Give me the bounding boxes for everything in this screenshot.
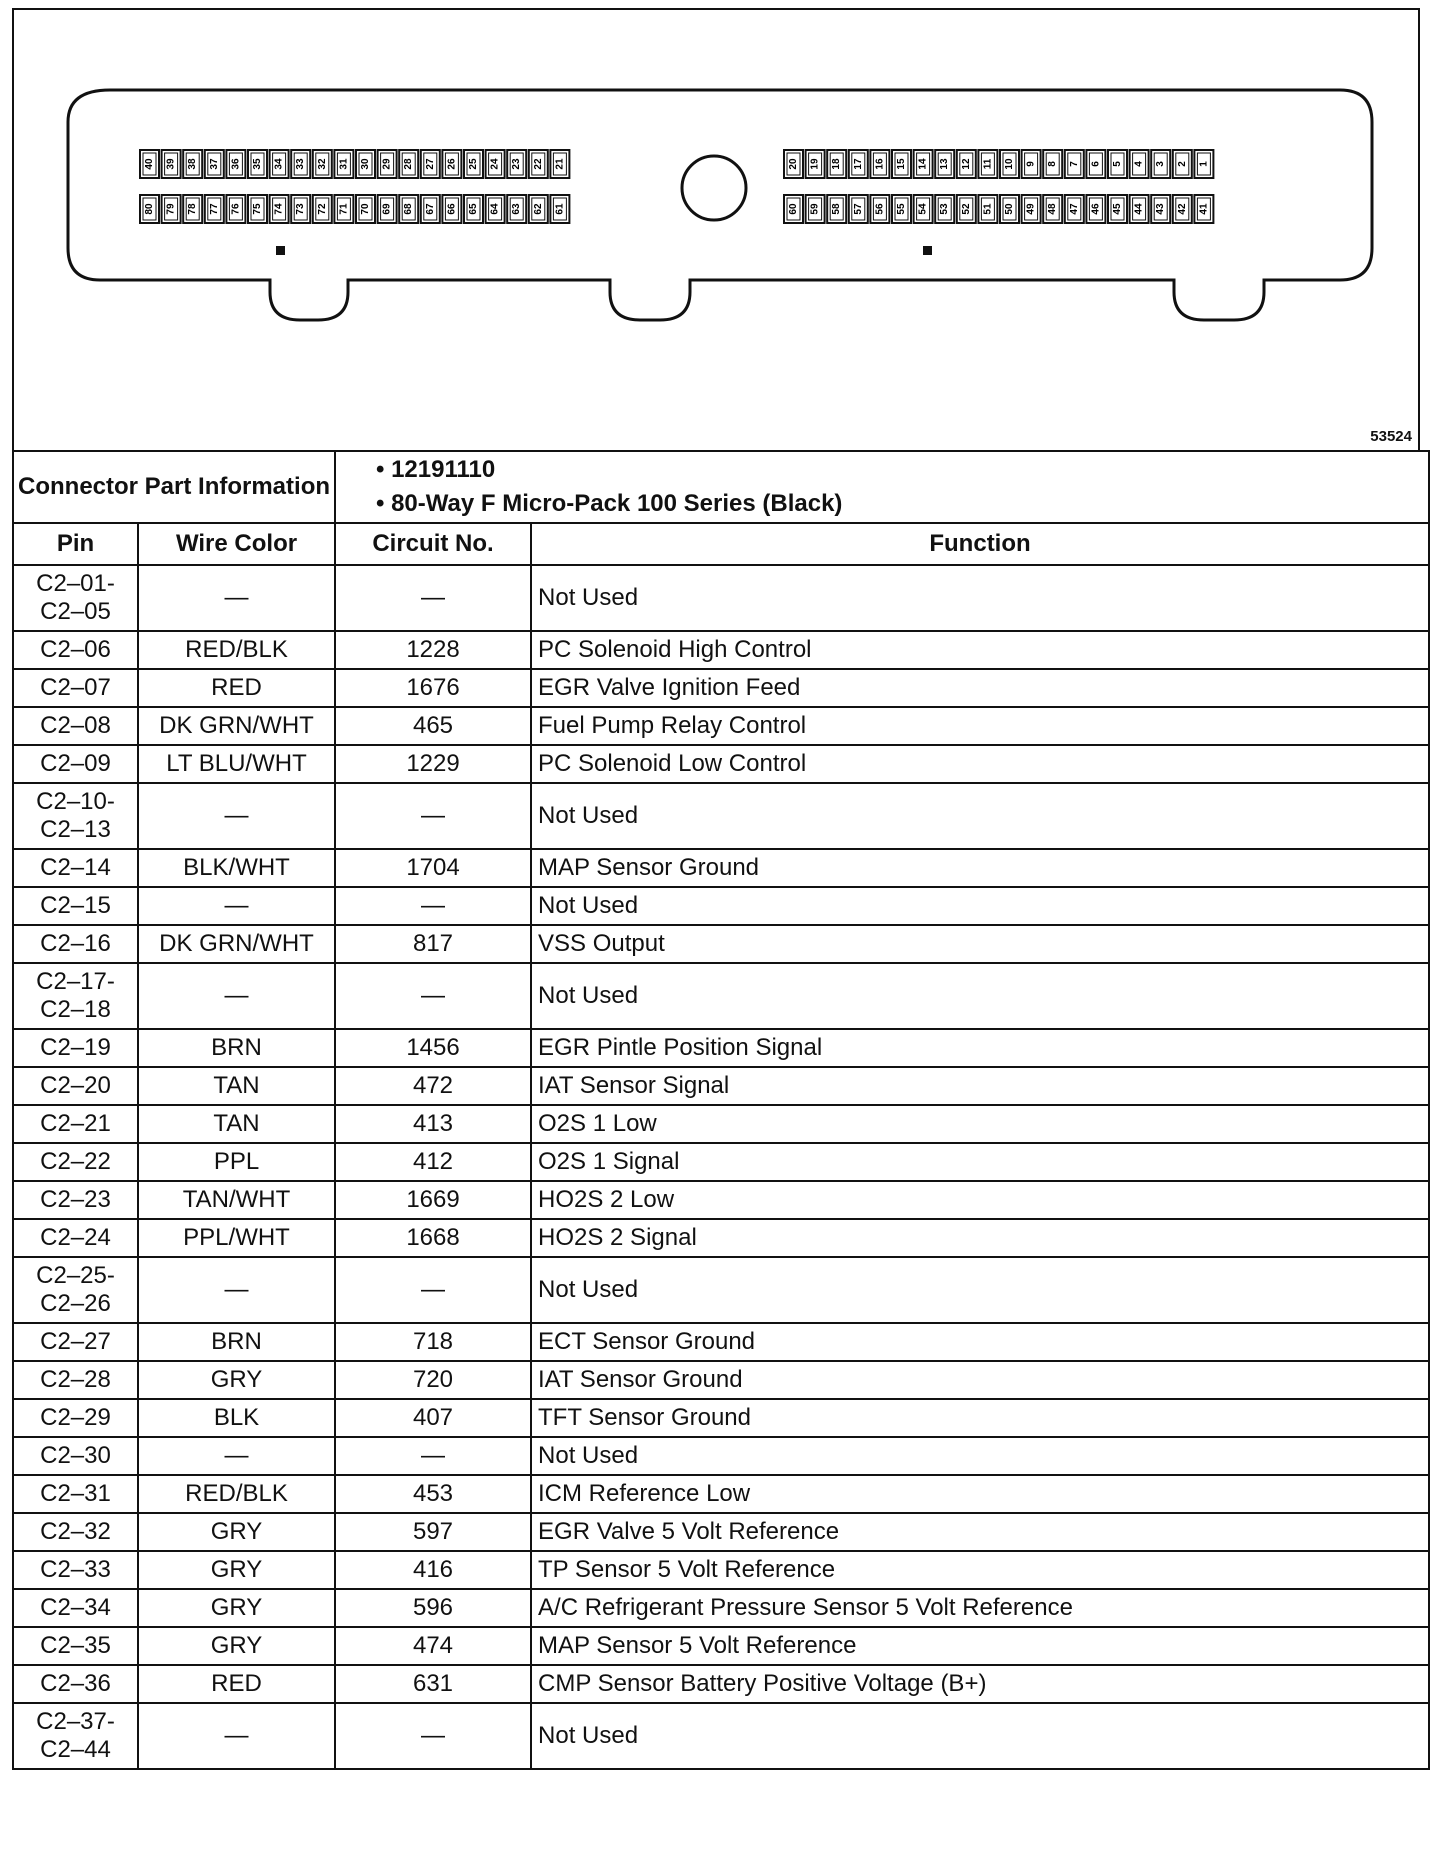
table-row [13, 669, 1429, 707]
pin-number: 27 [424, 158, 436, 170]
pin-number: 65 [468, 203, 479, 215]
circuit-cell: 720 [335, 1361, 531, 1399]
pin-number: 12 [960, 158, 972, 170]
function-cell: Not Used [531, 963, 1429, 1029]
pin-number: 8 [1047, 161, 1059, 167]
pin-cell: C2–21 [13, 1105, 138, 1143]
wire-color-cell: — [138, 1257, 335, 1323]
pin-cell: C2–20 [13, 1067, 138, 1105]
circuit-cell: 1704 [335, 849, 531, 887]
pin-cell: C2–37- C2–44 [13, 1703, 138, 1769]
pin-cell: C2–33 [13, 1551, 138, 1589]
pin-number: 72 [316, 203, 328, 215]
pin-number: 73 [295, 203, 307, 215]
pin-number: 51 [982, 203, 994, 215]
function-cell: Not Used [531, 887, 1429, 925]
pin-number: 21 [554, 158, 566, 170]
pin-number: 29 [381, 158, 393, 170]
table-row [13, 963, 1429, 1029]
wire-color-cell: — [138, 783, 335, 849]
wire-color-cell: — [138, 887, 335, 925]
table-row [13, 1029, 1429, 1067]
connector-info-row [13, 451, 1429, 523]
pin-cell: C2–10- C2–13 [13, 783, 138, 849]
connector-figure [12, 8, 1420, 450]
pin-number: 58 [831, 203, 843, 215]
table-row [13, 1181, 1429, 1219]
pin-cell: C2–29 [13, 1399, 138, 1437]
circuit-cell: 1676 [335, 669, 531, 707]
table-row [13, 1361, 1429, 1399]
pin-number: 80 [144, 203, 155, 215]
function-cell: TP Sensor 5 Volt Reference [531, 1551, 1429, 1589]
table-row [13, 1475, 1429, 1513]
table-row [13, 1513, 1429, 1551]
pin-number: 54 [917, 203, 929, 215]
wire-color-cell: TAN [138, 1105, 335, 1143]
pin-cell: C2–36 [13, 1665, 138, 1703]
circuit-cell: 416 [335, 1551, 531, 1589]
table-row [13, 1067, 1429, 1105]
table-row [13, 1219, 1429, 1257]
connector-description: • 80-Way F Micro-Pack 100 Series (Black) [376, 490, 843, 517]
function-cell: PC Solenoid Low Control [531, 745, 1429, 783]
function-cell: Not Used [531, 1703, 1429, 1769]
pin-number: 41 [1198, 203, 1210, 215]
pin-number: 46 [1090, 203, 1102, 215]
connector-info-details [335, 451, 1429, 523]
pin-number: 42 [1176, 203, 1188, 215]
circuit-cell: 1456 [335, 1029, 531, 1067]
function-cell: Fuel Pump Relay Control [531, 707, 1429, 745]
pin-number: 53 [939, 203, 951, 215]
pin-number: 55 [896, 203, 907, 215]
circuit-cell: — [335, 1257, 531, 1323]
pin-number: 70 [360, 203, 371, 215]
wire-color-cell: BLK/WHT [138, 849, 335, 887]
function-cell: O2S 1 Low [531, 1105, 1429, 1143]
table-row [13, 1703, 1429, 1769]
circuit-cell: 453 [335, 1475, 531, 1513]
pin-number: 13 [939, 158, 951, 170]
wire-color-cell: GRY [138, 1361, 335, 1399]
pin-number: 16 [874, 158, 886, 170]
pin-cell: C2–17- C2–18 [13, 963, 138, 1029]
circuit-cell: — [335, 565, 531, 631]
function-header: Function [531, 523, 1429, 565]
pin-number: 45 [1112, 203, 1123, 215]
pin-number: 30 [360, 158, 371, 170]
table-row [13, 565, 1429, 631]
circuit-cell: 465 [335, 707, 531, 745]
pin-cell: C2–14 [13, 849, 138, 887]
wire-color-cell: — [138, 1437, 335, 1475]
pin-number: 66 [446, 203, 458, 215]
function-cell: EGR Valve 5 Volt Reference [531, 1513, 1429, 1551]
pin-cell: C2–28 [13, 1361, 138, 1399]
wire-color-cell: GRY [138, 1589, 335, 1627]
key-mark-left [276, 246, 285, 255]
function-cell: EGR Valve Ignition Feed [531, 669, 1429, 707]
pin-cell: C2–35 [13, 1627, 138, 1665]
function-cell: MAP Sensor 5 Volt Reference [531, 1627, 1429, 1665]
function-cell: HO2S 2 Signal [531, 1219, 1429, 1257]
table-row [13, 1627, 1429, 1665]
pin-number: 71 [338, 203, 350, 215]
wire-color-cell: BRN [138, 1029, 335, 1067]
connector-center-post [682, 156, 746, 220]
function-cell: A/C Refrigerant Pressure Sensor 5 Volt Reference [531, 1589, 1429, 1627]
table-row [13, 783, 1429, 849]
connector-drawing [14, 10, 1422, 452]
pin-number: 25 [468, 158, 479, 170]
function-cell: O2S 1 Signal [531, 1143, 1429, 1181]
key-mark-right [923, 246, 932, 255]
pin-cell: C2–34 [13, 1589, 138, 1627]
pin-number: 22 [532, 158, 544, 170]
table-row [13, 1323, 1429, 1361]
pin-number: 60 [788, 203, 799, 215]
pin-number: 64 [489, 203, 501, 215]
function-cell: ICM Reference Low [531, 1475, 1429, 1513]
circuit-cell: 1669 [335, 1181, 531, 1219]
wire-color-cell: PPL [138, 1143, 335, 1181]
function-cell: ECT Sensor Ground [531, 1323, 1429, 1361]
pin-number: 35 [252, 158, 263, 170]
pin-number: 10 [1004, 158, 1015, 170]
circuit-cell: 718 [335, 1323, 531, 1361]
pin-number: 6 [1090, 161, 1102, 167]
pin-number: 57 [852, 203, 864, 215]
pin-number: 31 [338, 158, 350, 170]
circuit-cell: 474 [335, 1627, 531, 1665]
circuit-cell: — [335, 963, 531, 1029]
circuit-header: Circuit No. [335, 523, 531, 565]
wire-color-cell: DK GRN/WHT [138, 925, 335, 963]
function-cell: Not Used [531, 565, 1429, 631]
wire-color-cell: — [138, 565, 335, 631]
pin-cell: C2–25- C2–26 [13, 1257, 138, 1323]
pin-cell: C2–16 [13, 925, 138, 963]
pin-number: 36 [230, 158, 242, 170]
pin-number: 17 [852, 158, 864, 170]
wire-color-cell: RED [138, 669, 335, 707]
pin-number: 11 [982, 158, 994, 170]
wire-color-cell: PPL/WHT [138, 1219, 335, 1257]
function-cell: IAT Sensor Signal [531, 1067, 1429, 1105]
pinout-sheet [12, 8, 1424, 1860]
wire-color-cell: BRN [138, 1323, 335, 1361]
pin-cell: C2–09 [13, 745, 138, 783]
table-row [13, 1105, 1429, 1143]
pin-cell: C2–30 [13, 1437, 138, 1475]
circuit-cell: 596 [335, 1589, 531, 1627]
pin-cell: C2–07 [13, 669, 138, 707]
table-row [13, 1257, 1429, 1323]
pin-number: 44 [1133, 203, 1145, 215]
circuit-cell: 472 [335, 1067, 531, 1105]
wire-color-cell: RED/BLK [138, 631, 335, 669]
wire-color-cell: GRY [138, 1551, 335, 1589]
pin-number: 14 [917, 158, 929, 170]
pin-number: 7 [1068, 161, 1080, 167]
pin-number: 19 [809, 158, 821, 170]
pin-number: 9 [1025, 161, 1037, 167]
table-row [13, 887, 1429, 925]
pin-cell: C2–31 [13, 1475, 138, 1513]
pin-header: Pin [13, 523, 138, 565]
circuit-cell: 413 [335, 1105, 531, 1143]
table-row [13, 1437, 1429, 1475]
circuit-cell: — [335, 887, 531, 925]
pin-number: 28 [403, 158, 415, 170]
connector-part-number: • 12191110 [376, 456, 496, 483]
table-row [13, 925, 1429, 963]
function-cell: Not Used [531, 1257, 1429, 1323]
wire-color-cell: — [138, 963, 335, 1029]
wire-color-cell: LT BLU/WHT [138, 745, 335, 783]
pin-number: 68 [403, 203, 415, 215]
function-cell: MAP Sensor Ground [531, 849, 1429, 887]
table-header-row [13, 523, 1429, 565]
pin-number: 50 [1004, 203, 1015, 215]
table-row [13, 1399, 1429, 1437]
pin-cell: C2–27 [13, 1323, 138, 1361]
figure-number: 53524 [1370, 428, 1412, 445]
function-cell: HO2S 2 Low [531, 1181, 1429, 1219]
pin-number: 1 [1198, 161, 1210, 167]
pin-number: 2 [1176, 161, 1188, 167]
table-row [13, 1551, 1429, 1589]
function-cell: VSS Output [531, 925, 1429, 963]
function-cell: IAT Sensor Ground [531, 1361, 1429, 1399]
pin-number: 75 [252, 203, 263, 215]
pin-number: 23 [511, 158, 523, 170]
pin-number: 61 [554, 203, 566, 215]
pin-number: 3 [1155, 161, 1167, 167]
table-row [13, 849, 1429, 887]
wire-color-cell: GRY [138, 1627, 335, 1665]
pin-number: 76 [230, 203, 242, 215]
circuit-cell: 1668 [335, 1219, 531, 1257]
pinout-table [12, 450, 1430, 1770]
wire-color-header: Wire Color [138, 523, 335, 565]
pin-cell: C2–23 [13, 1181, 138, 1219]
pin-number: 33 [295, 158, 307, 170]
pin-cell: C2–19 [13, 1029, 138, 1067]
pin-number: 34 [273, 158, 285, 170]
table-row [13, 1589, 1429, 1627]
table-row [13, 631, 1429, 669]
circuit-cell: 1228 [335, 631, 531, 669]
table-row [13, 1143, 1429, 1181]
pin-number: 48 [1047, 203, 1059, 215]
circuit-cell: 1229 [335, 745, 531, 783]
pin-number: 62 [532, 203, 544, 215]
pin-number: 20 [788, 158, 799, 170]
wire-color-cell: RED [138, 1665, 335, 1703]
wire-color-cell: BLK [138, 1399, 335, 1437]
pin-number: 59 [809, 203, 821, 215]
table-row [13, 707, 1429, 745]
pin-number: 56 [874, 203, 886, 215]
circuit-cell: 412 [335, 1143, 531, 1181]
wire-color-cell: GRY [138, 1513, 335, 1551]
wire-color-cell: RED/BLK [138, 1475, 335, 1513]
pin-number: 32 [316, 158, 328, 170]
pin-cell: C2–24 [13, 1219, 138, 1257]
pin-number: 69 [381, 203, 393, 215]
function-cell: Not Used [531, 783, 1429, 849]
function-cell: EGR Pintle Position Signal [531, 1029, 1429, 1067]
function-cell: PC Solenoid High Control [531, 631, 1429, 669]
pin-number: 74 [273, 203, 285, 215]
circuit-cell: 631 [335, 1665, 531, 1703]
pin-number: 47 [1068, 203, 1080, 215]
circuit-cell: — [335, 783, 531, 849]
function-cell: Not Used [531, 1437, 1429, 1475]
pin-number: 49 [1025, 203, 1037, 215]
pin-number: 38 [187, 158, 199, 170]
pin-number: 24 [489, 158, 501, 170]
pin-number: 18 [831, 158, 843, 170]
pin-number: 26 [446, 158, 458, 170]
wire-color-cell: TAN/WHT [138, 1181, 335, 1219]
wire-color-cell: DK GRN/WHT [138, 707, 335, 745]
circuit-cell: — [335, 1703, 531, 1769]
pin-cell: C2–22 [13, 1143, 138, 1181]
circuit-cell: 817 [335, 925, 531, 963]
pin-number: 79 [165, 203, 177, 215]
pin-number: 77 [208, 203, 220, 215]
pin-number: 37 [208, 158, 220, 170]
wire-color-cell: TAN [138, 1067, 335, 1105]
table-row [13, 745, 1429, 783]
pin-number: 67 [424, 203, 436, 215]
circuit-cell: — [335, 1437, 531, 1475]
pin-cell: C2–32 [13, 1513, 138, 1551]
pin-number: 4 [1133, 161, 1145, 167]
pin-number: 63 [511, 203, 523, 215]
pin-cell: C2–15 [13, 887, 138, 925]
connector-info-label: Connector Part Information [13, 451, 335, 523]
pin-number: 52 [960, 203, 972, 215]
pin-number: 43 [1155, 203, 1167, 215]
function-cell: CMP Sensor Battery Positive Voltage (B+) [531, 1665, 1429, 1703]
wire-color-cell: — [138, 1703, 335, 1769]
pin-cell: C2–08 [13, 707, 138, 745]
function-cell: TFT Sensor Ground [531, 1399, 1429, 1437]
table-row [13, 1665, 1429, 1703]
circuit-cell: 407 [335, 1399, 531, 1437]
pin-number: 40 [144, 158, 155, 170]
pin-number: 78 [187, 203, 199, 215]
pin-cell: C2–01- C2–05 [13, 565, 138, 631]
pin-number: 15 [896, 158, 907, 170]
circuit-cell: 597 [335, 1513, 531, 1551]
pin-cell: C2–06 [13, 631, 138, 669]
pin-number: 5 [1112, 161, 1123, 167]
pin-number: 39 [165, 158, 177, 170]
